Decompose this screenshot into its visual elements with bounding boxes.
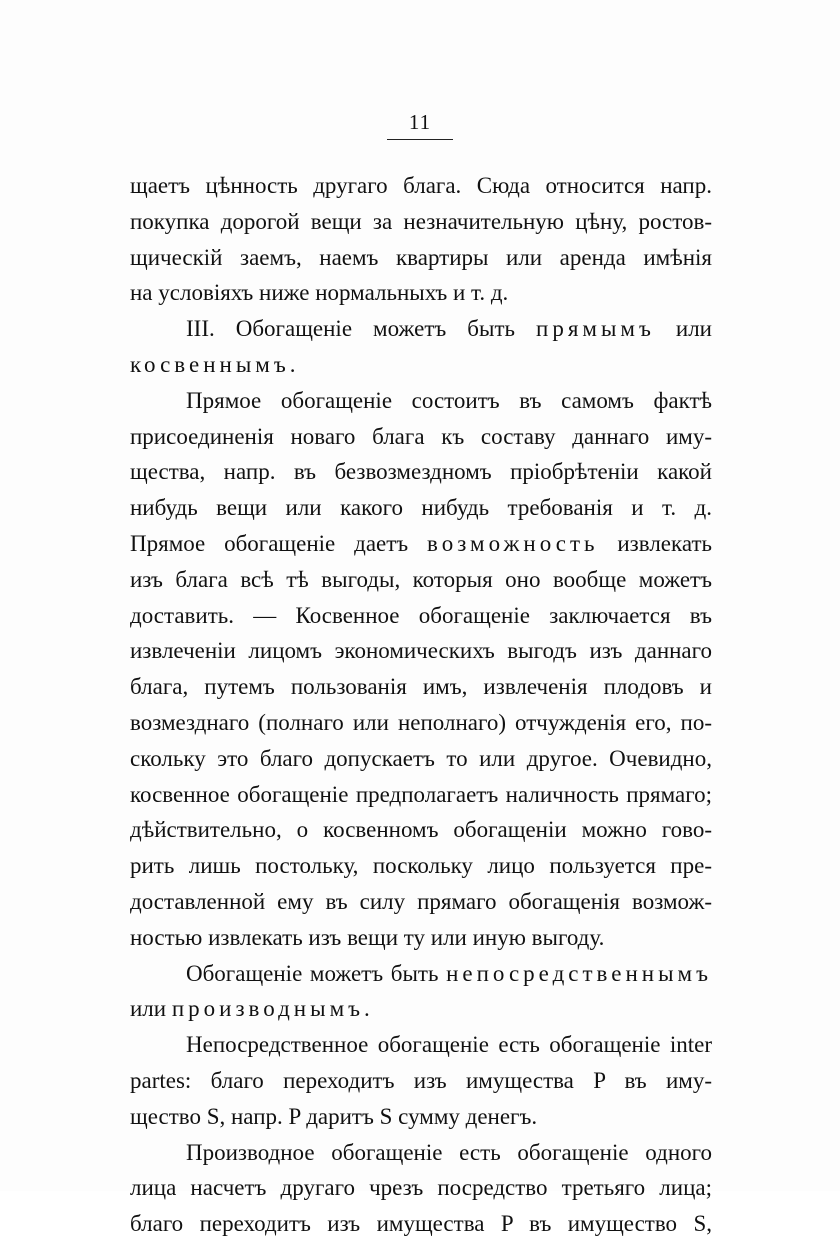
text-line: на условіяхъ ниже нормальныхъ и т. д. bbox=[130, 280, 509, 306]
text-segment: . bbox=[289, 351, 296, 377]
page-number: 11 bbox=[387, 112, 453, 140]
text-segment: или bbox=[654, 316, 712, 342]
text-line: изъ блага всѣ тѣ выгоды, которыя оно вообще можетъ bbox=[130, 566, 712, 592]
text-line: присоединенія новаго блага къ составу даннаго иму- bbox=[130, 423, 712, 449]
section-heading-line bbox=[130, 311, 712, 347]
text-line: щическій заемъ, наемъ квартиры или аренда имѣнія bbox=[130, 244, 712, 270]
spaced-term: непосредственнымъ bbox=[446, 960, 712, 986]
text-line: partes: благо переходитъ изъ имущества P въ иму- bbox=[130, 1067, 712, 1093]
text-line: нибудь вещи или какого нибудь требованія и т. д. bbox=[130, 495, 712, 521]
text-line: Прямое обогащеніе состоитъ въ самомъ фактѣ bbox=[186, 387, 712, 413]
spaced-term: косвеннымъ bbox=[130, 351, 290, 377]
spaced-term: производнымъ bbox=[171, 996, 365, 1022]
text-line: блага, путемъ пользованія имъ, извлеченія плодовъ и bbox=[130, 674, 712, 700]
spaced-term: прямымъ bbox=[536, 316, 655, 342]
text-line: благо переходитъ изъ имущества P въ имущество S, bbox=[130, 1211, 712, 1237]
text-line: щаетъ цѣнность другаго блага. Сюда относится напр. bbox=[130, 173, 712, 198]
body-text bbox=[130, 168, 712, 1242]
text-line: доставить. — Косвенное обогащеніе заключается въ bbox=[130, 602, 712, 628]
text-line: дѣйствительно, о косвенномъ обогащеніи можно гово- bbox=[130, 817, 712, 843]
spaced-term: возможность bbox=[427, 530, 599, 556]
text-line: скольку это благо допускаетъ то или другое. Очевидно, bbox=[130, 745, 712, 771]
text-line bbox=[130, 347, 712, 383]
page-header bbox=[0, 112, 840, 140]
text-line: доставленной ему въ силу прямаго обогащенія возмож- bbox=[130, 888, 712, 914]
text-segment: Обогащеніе можетъ быть bbox=[186, 960, 447, 986]
text-line: косвенное обогащеніе предполагаетъ наличность прямаго; bbox=[130, 781, 712, 807]
text-line bbox=[130, 991, 712, 1027]
text-line: лица насчетъ другаго чрезъ посредство третьяго лица; bbox=[130, 1175, 712, 1201]
text-line: ностью извлекать изъ вещи ту или иную выгоду. bbox=[130, 924, 605, 950]
text-line bbox=[130, 956, 712, 992]
text-segment: извлекать bbox=[598, 530, 712, 556]
text-line bbox=[130, 526, 712, 562]
text-segment: . bbox=[364, 996, 370, 1022]
text-line: возмезднаго (полнаго или неполнаго) отчужденія его, по- bbox=[130, 709, 712, 735]
text-segment: или bbox=[130, 996, 172, 1022]
text-line: покупка дорогой вещи за незначительную цѣну, ростов- bbox=[130, 208, 712, 234]
text-line: извлеченіи лицомъ экономическихъ выгодъ изъ даннаго bbox=[130, 638, 712, 664]
text-segment: III. Обогащеніе можетъ быть bbox=[186, 316, 537, 342]
text-line: рить лишь постольку, поскольку лицо пользуется пре- bbox=[130, 853, 712, 879]
text-line: Производное обогащеніе есть обогащеніе одного bbox=[186, 1139, 712, 1165]
text-line: щество S, напр. P даритъ S сумму денегъ. bbox=[130, 1103, 538, 1129]
text-segment: Прямое обогащеніе даетъ bbox=[130, 530, 428, 556]
text-line: Непосредственное обогащеніе есть обогащеніе inter bbox=[186, 1032, 712, 1058]
text-line: щества, напр. въ безвозмездномъ пріобрѣтеніи какой bbox=[130, 459, 712, 485]
